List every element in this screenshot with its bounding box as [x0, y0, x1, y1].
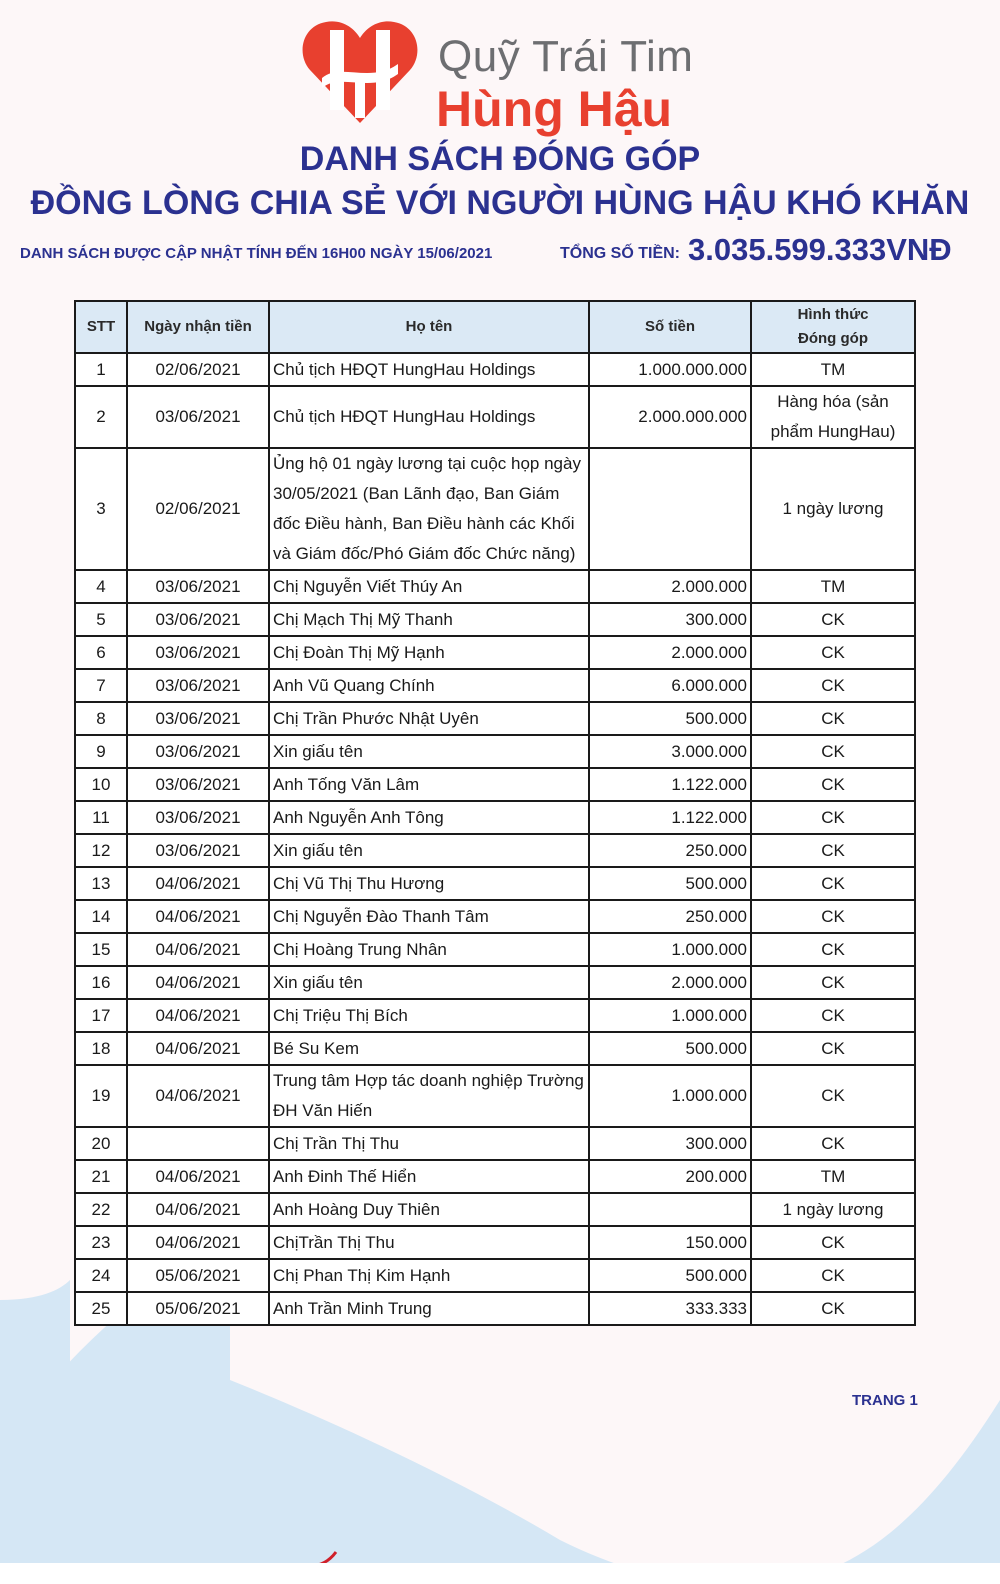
donations-table — [74, 300, 916, 1326]
cell-type: CK — [751, 801, 915, 834]
cell-amount: 500.000 — [589, 867, 751, 900]
table-row — [75, 834, 915, 867]
cell-type: CK — [751, 999, 915, 1032]
cell-amount: 1.122.000 — [589, 768, 751, 801]
cell-amount: 500.000 — [589, 1032, 751, 1065]
table-row — [75, 768, 915, 801]
table-row — [75, 636, 915, 669]
cell-type: Hàng hóa (sản phẩm HungHau) — [751, 386, 915, 448]
table-row — [75, 1032, 915, 1065]
cell-type: CK — [751, 867, 915, 900]
cell-type: CK — [751, 900, 915, 933]
table-row — [75, 1160, 915, 1193]
table-row — [75, 448, 915, 570]
header-type — [751, 301, 915, 353]
cell-name: Chị Nguyễn Đào Thanh Tâm — [269, 900, 589, 933]
cell-name: Xin giấu tên — [269, 735, 589, 768]
table-row — [75, 353, 915, 386]
cell-stt: 7 — [75, 669, 127, 702]
updated-note: DANH SÁCH ĐƯỢC CẬP NHẬT TÍNH ĐẾN 16H00 NGÀY 15/06/2021 — [20, 245, 493, 262]
cell-type: 1 ngày lương — [751, 448, 915, 570]
cell-stt: 15 — [75, 933, 127, 966]
cell-date: 03/06/2021 — [127, 386, 269, 448]
cell-type: TM — [751, 353, 915, 386]
cell-date: 04/06/2021 — [127, 1065, 269, 1127]
cell-name: Chị Trần Thị Thu — [269, 1127, 589, 1160]
cell-stt: 12 — [75, 834, 127, 867]
cell-amount: 300.000 — [589, 603, 751, 636]
table-row — [75, 999, 915, 1032]
cell-date: 04/06/2021 — [127, 867, 269, 900]
cell-name: Chị Phan Thị Kim Hạnh — [269, 1259, 589, 1292]
cell-name: Anh Hoàng Duy Thiên — [269, 1193, 589, 1226]
cell-stt: 1 — [75, 353, 127, 386]
table-row — [75, 570, 915, 603]
cell-date: 03/06/2021 — [127, 834, 269, 867]
cell-date: 04/06/2021 — [127, 1226, 269, 1259]
cell-amount: 500.000 — [589, 1259, 751, 1292]
cell-date: 03/06/2021 — [127, 603, 269, 636]
cell-stt: 4 — [75, 570, 127, 603]
cell-amount: 2.000.000.000 — [589, 386, 751, 448]
cell-name: Xin giấu tên — [269, 966, 589, 999]
table-row — [75, 933, 915, 966]
table-row — [75, 1065, 915, 1127]
cell-type: CK — [751, 1127, 915, 1160]
cell-type: TM — [751, 570, 915, 603]
cell-amount: 3.000.000 — [589, 735, 751, 768]
cell-type: CK — [751, 1292, 915, 1325]
cell-amount: 250.000 — [589, 834, 751, 867]
cell-type: CK — [751, 834, 915, 867]
cell-stt: 9 — [75, 735, 127, 768]
cell-stt: 10 — [75, 768, 127, 801]
table-body — [75, 353, 915, 1325]
cell-name: Chị Đoàn Thị Mỹ Hạnh — [269, 636, 589, 669]
cell-amount: 1.122.000 — [589, 801, 751, 834]
cell-date: 04/06/2021 — [127, 1160, 269, 1193]
cell-type: CK — [751, 1032, 915, 1065]
cell-amount: 250.000 — [589, 900, 751, 933]
cell-amount: 300.000 — [589, 1127, 751, 1160]
cell-type: CK — [751, 768, 915, 801]
cell-stt: 3 — [75, 448, 127, 570]
cell-type: CK — [751, 1065, 915, 1127]
cell-type: CK — [751, 1226, 915, 1259]
cell-amount: 6.000.000 — [589, 669, 751, 702]
cell-date: 04/06/2021 — [127, 900, 269, 933]
table-row — [75, 669, 915, 702]
cell-amount: 150.000 — [589, 1226, 751, 1259]
cell-name: Anh Đinh Thế Hiển — [269, 1160, 589, 1193]
cell-stt: 19 — [75, 1065, 127, 1127]
header-type-line1: Hình thức — [797, 306, 869, 323]
cell-name: Chị Trần Phước Nhật Uyên — [269, 702, 589, 735]
cell-type: 1 ngày lương — [751, 1193, 915, 1226]
table-header-row — [75, 301, 915, 353]
cell-amount: 333.333 — [589, 1292, 751, 1325]
cell-date: 03/06/2021 — [127, 801, 269, 834]
cell-stt: 20 — [75, 1127, 127, 1160]
cell-amount: 200.000 — [589, 1160, 751, 1193]
cell-stt: 22 — [75, 1193, 127, 1226]
cell-name: ChịTrần Thị Thu — [269, 1226, 589, 1259]
cell-amount — [589, 448, 751, 570]
cell-amount: 2.000.000 — [589, 966, 751, 999]
header-date: Ngày nhận tiền — [127, 301, 269, 353]
cell-stt: 11 — [75, 801, 127, 834]
cell-date: 03/06/2021 — [127, 735, 269, 768]
cell-stt: 25 — [75, 1292, 127, 1325]
cell-name: Chị Triệu Thị Bích — [269, 999, 589, 1032]
header-type-line2: Đóng góp — [798, 330, 868, 347]
cell-stt: 17 — [75, 999, 127, 1032]
cell-name: Xin giấu tên — [269, 834, 589, 867]
cell-amount — [589, 1193, 751, 1226]
cell-date: 04/06/2021 — [127, 1032, 269, 1065]
table-row — [75, 867, 915, 900]
logo — [300, 18, 700, 137]
logo-title-line1: Quỹ Trái Tim — [438, 32, 694, 81]
table-row — [75, 1292, 915, 1325]
table-row — [75, 735, 915, 768]
cell-amount: 1.000.000 — [589, 933, 751, 966]
table-row — [75, 1259, 915, 1292]
cell-stt: 16 — [75, 966, 127, 999]
cell-name: Trung tâm Hợp tác doanh nghiệp Trường ĐH Văn Hiến — [269, 1065, 589, 1127]
table-row — [75, 1226, 915, 1259]
cell-stt: 2 — [75, 386, 127, 448]
header-amount: Số tiền — [589, 301, 751, 353]
cell-stt: 23 — [75, 1226, 127, 1259]
cell-name: Anh Trần Minh Trung — [269, 1292, 589, 1325]
table-row — [75, 702, 915, 735]
cell-stt: 24 — [75, 1259, 127, 1292]
cell-name: Chị Mạch Thị Mỹ Thanh — [269, 603, 589, 636]
cell-stt: 6 — [75, 636, 127, 669]
cell-date: 03/06/2021 — [127, 570, 269, 603]
heart-logo-icon — [300, 18, 420, 128]
background-wave-top — [0, 1280, 70, 1563]
cell-date: 02/06/2021 — [127, 353, 269, 386]
cell-name: Chị Nguyễn Viết Thúy An — [269, 570, 589, 603]
table-row — [75, 900, 915, 933]
cell-type: CK — [751, 603, 915, 636]
logo-title-line2: Hùng Hậu — [436, 81, 673, 137]
cell-amount: 1.000.000.000 — [589, 353, 751, 386]
cell-date: 04/06/2021 — [127, 999, 269, 1032]
total-value: 3.035.599.333VNĐ — [688, 232, 952, 267]
cell-stt: 13 — [75, 867, 127, 900]
cell-amount: 2.000.000 — [589, 570, 751, 603]
cell-amount: 2.000.000 — [589, 636, 751, 669]
bottom-strip — [0, 1563, 1000, 1584]
cell-type: CK — [751, 636, 915, 669]
table-row — [75, 801, 915, 834]
cell-date: 05/06/2021 — [127, 1259, 269, 1292]
cell-amount: 1.000.000 — [589, 1065, 751, 1127]
page-subtitle: ĐỒNG LÒNG CHIA SẺ VỚI NGƯỜI HÙNG HẬU KHÓ KHĂN — [30, 184, 970, 222]
table-row — [75, 1193, 915, 1226]
cell-type: TM — [751, 1160, 915, 1193]
cell-name: Bé Su Kem — [269, 1032, 589, 1065]
cell-date: 03/06/2021 — [127, 669, 269, 702]
cell-name: Chủ tịch HĐQT HungHau Holdings — [269, 386, 589, 448]
cell-type: CK — [751, 966, 915, 999]
cell-name: Chủ tịch HĐQT HungHau Holdings — [269, 353, 589, 386]
cell-name: Chị Vũ Thị Thu Hương — [269, 867, 589, 900]
table-row — [75, 1127, 915, 1160]
cell-date: 04/06/2021 — [127, 966, 269, 999]
cell-name: Anh Nguyễn Anh Tông — [269, 801, 589, 834]
cell-date: 04/06/2021 — [127, 1193, 269, 1226]
cell-date: 03/06/2021 — [127, 768, 269, 801]
cell-amount: 500.000 — [589, 702, 751, 735]
cell-stt: 18 — [75, 1032, 127, 1065]
cell-type: CK — [751, 702, 915, 735]
cell-date: 02/06/2021 — [127, 448, 269, 570]
cell-stt: 14 — [75, 900, 127, 933]
header-stt: STT — [75, 301, 127, 353]
header-name: Họ tên — [269, 301, 589, 353]
cell-stt: 21 — [75, 1160, 127, 1193]
table-row — [75, 603, 915, 636]
page-number: TRANG 1 — [852, 1392, 918, 1409]
cell-date: 04/06/2021 — [127, 933, 269, 966]
cell-type: CK — [751, 735, 915, 768]
cell-type: CK — [751, 1259, 915, 1292]
cell-date — [127, 1127, 269, 1160]
cell-date: 05/06/2021 — [127, 1292, 269, 1325]
page-title: DANH SÁCH ĐÓNG GÓP — [299, 140, 701, 178]
cell-name: Anh Vũ Quang Chính — [269, 669, 589, 702]
cell-name: Chị Hoàng Trung Nhân — [269, 933, 589, 966]
cell-stt: 8 — [75, 702, 127, 735]
table-row — [75, 966, 915, 999]
cell-date: 03/06/2021 — [127, 636, 269, 669]
cell-type: CK — [751, 933, 915, 966]
total-label: TỔNG SỐ TIỀN: — [560, 245, 680, 262]
table-row — [75, 386, 915, 448]
cell-date: 03/06/2021 — [127, 702, 269, 735]
cell-name: Anh Tống Văn Lâm — [269, 768, 589, 801]
cell-amount: 1.000.000 — [589, 999, 751, 1032]
cell-name: Ủng hộ 01 ngày lương tại cuộc họp ngày 30/05/2021 (Ban Lãnh đạo, Ban Giám đốc Điều hành, Ban Điều hành các Khối và Giám đốc/Phó Giám đốc Chức năng) — [269, 448, 589, 570]
cell-stt: 5 — [75, 603, 127, 636]
cell-type: CK — [751, 669, 915, 702]
